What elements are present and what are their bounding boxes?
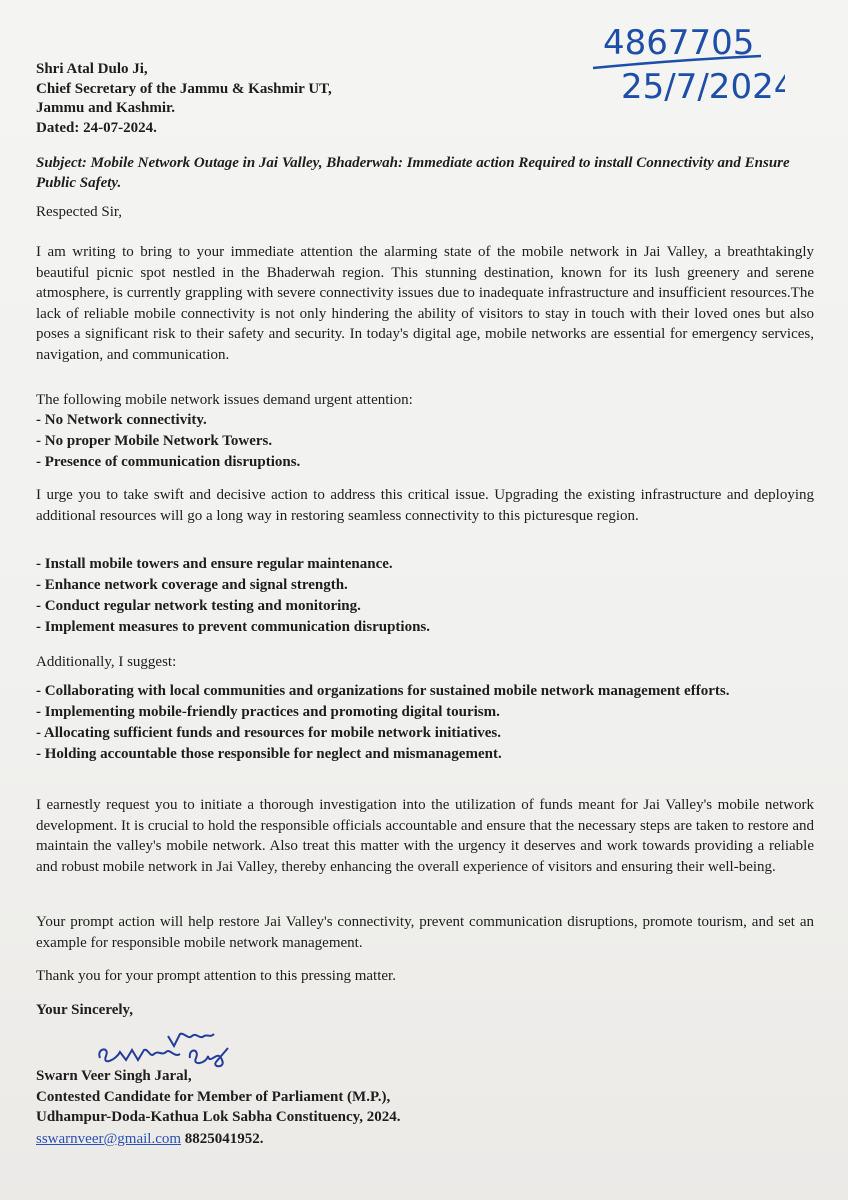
sender-block	[36, 1066, 814, 1128]
sender-name: Swarn Veer Singh Jaral,	[36, 1068, 192, 1084]
sender-constituency: Udhampur-Doda-Kathua Lok Sabha Constituency, 2024.	[36, 1109, 401, 1126]
paragraph-intro: I am writing to bring to your immediate attention the alarming state of the mobile network in Jai Valley, a breathtakingly beautiful picnic spot nestled in the Bhaderwah region. This stunning destination, known for its lush greenery and serene atmosphere, is currently grappling with severe connectivity issues due to inadequate infrastructure and insufficient resources.The lack of reliable mobile connectivity is not only hindering the ability of visitors to stay in touch with their loved ones but also poses a significant risk to their safety and security. In today's digital age, mobile networks are essential for emergency services, navigation, and communication.	[36, 244, 814, 363]
suggest-intro: Additionally, I suggest:	[36, 654, 177, 670]
handwritten-stamp	[585, 10, 785, 110]
recipient-name: Shri Atal Dulo Ji,	[36, 61, 148, 77]
recipient-title: Chief Secretary of the Jammu & Kashmir UT,	[36, 80, 332, 97]
suggestions-list	[36, 681, 814, 765]
paragraph-request: I earnestly request you to initiate a thorough investigation into the utilization of funds meant for Jai Valley's mobile network development. It is crucial to hold the responsible officials accountable and ensure that the necessary steps are taken to restore and maintain the valley's mobile network. Also treat this matter with the urgency it deserves and work towards providing a reliable and robust mobile network in Jai Valley, thereby enhancing the overall experience of visitors and ensuring their well-being.	[36, 797, 814, 875]
list-item: - Implement measures to prevent communication disruptions.	[36, 619, 431, 635]
stamp-number: 4867705	[603, 23, 755, 63]
list-item: - Holding accountable those responsible for neglect and mismanagement.	[36, 746, 502, 762]
recipient-place: Jammu and Kashmir.	[36, 100, 176, 116]
salutation: Respected Sir,	[36, 204, 123, 220]
recipient-address	[36, 60, 332, 138]
list-item: - Implementing mobile-friendly practices and promoting digital tourism.	[36, 704, 500, 720]
paragraph-action: Your prompt action will help restore Jai Valley's connectivity, prevent communication disruptions, promote tourism, and set an example for responsible mobile network management.	[36, 914, 814, 951]
actions-list	[36, 554, 814, 638]
paragraph-urge: I urge you to take swift and decisive action to address this critical issue. Upgrading the existing infrastructure and deploying additional resources will go a long way in restoring seamless connectivity to this picturesque region.	[36, 487, 814, 524]
list-item: - Presence of communication disruptions.	[36, 454, 301, 470]
letter-date: Dated: 24-07-2024.	[36, 119, 157, 136]
handwritten-signature	[92, 1018, 242, 1068]
issues-intro: The following mobile network issues demand urgent attention:	[36, 392, 413, 408]
subject-line: Subject: Mobile Network Outage in Jai Valley, Bhaderwah: Immediate action Required to install Connectivity and Ensure Public Safety.	[36, 155, 790, 191]
list-item: - Install mobile towers and ensure regular maintenance.	[36, 556, 393, 572]
closing-line: Your Sincerely,	[36, 1002, 133, 1018]
list-item: - Conduct regular network testing and monitoring.	[36, 598, 361, 614]
list-item: - Collaborating with local communities and organizations for sustained mobile network management efforts.	[36, 683, 730, 699]
list-item: - Enhance network coverage and signal strength.	[36, 577, 348, 593]
stamp-date: 25/7/2024	[621, 67, 785, 107]
list-item: - No Network connectivity.	[36, 412, 207, 428]
sender-phone: 8825041952.	[184, 1131, 264, 1147]
list-item: - Allocating sufficient funds and resources for mobile network initiatives.	[36, 725, 501, 741]
signature-scribble	[92, 1018, 242, 1068]
sender-title: Contested Candidate for Member of Parliament (M.P.),	[36, 1088, 391, 1105]
issues-list	[36, 410, 814, 473]
thanks-line: Thank you for your prompt attention to this pressing matter.	[36, 968, 396, 984]
contact-line	[36, 1129, 814, 1150]
inward-stamp	[585, 10, 785, 110]
list-item: - No proper Mobile Network Towers.	[36, 433, 273, 449]
sender-email-link[interactable]: sswarnveer@gmail.com	[36, 1131, 182, 1147]
